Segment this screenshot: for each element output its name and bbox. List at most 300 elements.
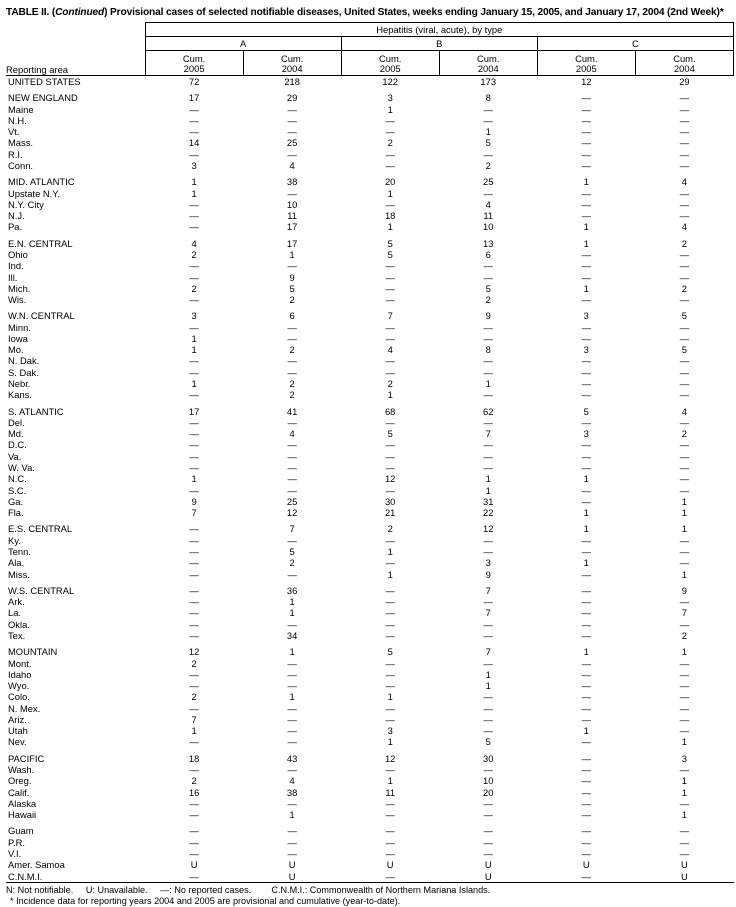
row-value-cell: — bbox=[679, 713, 690, 725]
row-value-cell: — bbox=[483, 332, 493, 344]
header-year-label: 2005 bbox=[575, 63, 597, 75]
row-value-cell: — bbox=[287, 534, 297, 546]
row-value-cell: — bbox=[679, 691, 690, 703]
row-value-cell: 1 bbox=[387, 568, 393, 580]
row-value-cell: — bbox=[581, 752, 591, 764]
header-year-label: 2004 bbox=[477, 63, 499, 75]
header-col-c-2004 bbox=[635, 51, 733, 76]
row-value-cell: — bbox=[483, 848, 493, 859]
table-row bbox=[6, 126, 734, 137]
row-value-cell: — bbox=[679, 159, 690, 171]
row-value-cell: — bbox=[189, 825, 199, 837]
table-header bbox=[6, 23, 734, 76]
row-value-cell: — bbox=[581, 416, 591, 428]
row-value-cell: — bbox=[287, 332, 297, 344]
row-area-label: Fla. bbox=[8, 507, 24, 519]
row-value-cell: — bbox=[581, 713, 591, 725]
row-area-label: Hawaii bbox=[8, 809, 37, 821]
table-row bbox=[6, 798, 734, 809]
table-row bbox=[6, 310, 734, 321]
row-area-label: Mo. bbox=[8, 344, 24, 356]
table-row bbox=[6, 658, 734, 669]
row-value-cell: 5 bbox=[583, 405, 589, 417]
table-row bbox=[6, 333, 734, 344]
row-value-cell: — bbox=[385, 355, 395, 367]
row-area-label: S. Dak. bbox=[8, 366, 39, 378]
row-value-cell: 1 bbox=[289, 646, 295, 658]
row-value-cell: — bbox=[679, 473, 690, 485]
row-value-cell: 20 bbox=[384, 176, 396, 188]
table-row bbox=[6, 787, 734, 798]
row-value-cell: 1 bbox=[387, 221, 393, 233]
footnote-star-line: * Incidence data for reporting years 2004 and 2005 are provisional and cumulative (year-to-date). bbox=[10, 896, 401, 907]
row-value-cell: — bbox=[483, 462, 493, 473]
row-value-cell: 9 bbox=[191, 495, 197, 507]
footnote-cnmi-key: C.N.M.I.: Commonwealth of Northern Mariana Islands. bbox=[271, 884, 491, 895]
header-reporting-area: Reporting area bbox=[6, 64, 69, 75]
row-value-cell: — bbox=[287, 657, 297, 669]
row-area-label: Colo. bbox=[8, 691, 30, 703]
row-value-cell: 20 bbox=[483, 786, 494, 798]
row-value-cell: — bbox=[287, 462, 297, 473]
row-value-cell: U bbox=[681, 859, 688, 871]
row-area-label: V.I. bbox=[8, 848, 22, 859]
row-value-cell: 12 bbox=[188, 646, 200, 658]
row-value-cell: — bbox=[189, 114, 199, 126]
row-value-cell: — bbox=[287, 764, 297, 776]
row-value-cell: — bbox=[581, 378, 591, 390]
row-value-cell: 25 bbox=[483, 176, 494, 188]
row-value-cell: — bbox=[385, 294, 395, 306]
table-body bbox=[6, 76, 734, 883]
row-value-cell: 2 bbox=[191, 282, 197, 294]
row-value-cell: 29 bbox=[679, 76, 690, 87]
row-area-label: Okla. bbox=[8, 618, 30, 630]
table-row bbox=[6, 221, 734, 232]
row-value-cell: 4 bbox=[387, 344, 393, 356]
row-value-cell: 9 bbox=[289, 271, 295, 283]
row-value-cell: 10 bbox=[286, 198, 298, 210]
row-value-cell: — bbox=[581, 439, 591, 451]
table-row bbox=[6, 199, 734, 210]
row-value-cell: 6 bbox=[289, 310, 295, 322]
row-value-cell: — bbox=[679, 596, 690, 608]
row-value-cell: 17 bbox=[188, 92, 200, 104]
row-area-label: R.I. bbox=[8, 148, 23, 160]
footnote-u-key: U: Unavailable. bbox=[85, 884, 148, 895]
row-value-cell: — bbox=[189, 557, 199, 569]
row-value-cell: 1 bbox=[583, 282, 589, 294]
row-value-cell: — bbox=[287, 260, 297, 272]
row-value-cell: 1 bbox=[289, 596, 295, 608]
row-value-cell: — bbox=[679, 618, 690, 630]
table-row bbox=[6, 283, 734, 294]
table-row bbox=[6, 210, 734, 221]
row-value-cell: 8 bbox=[485, 344, 491, 356]
header-col-b-2005 bbox=[341, 51, 439, 76]
page-title bbox=[6, 6, 732, 19]
table-row bbox=[6, 176, 734, 187]
row-value-cell: — bbox=[189, 836, 199, 848]
row-value-cell: U bbox=[190, 859, 198, 871]
row-value-cell: — bbox=[581, 92, 591, 104]
table-row bbox=[6, 680, 734, 691]
row-value-cell: 3 bbox=[191, 159, 197, 171]
row-value-cell: — bbox=[287, 103, 297, 115]
row-value-cell: 1 bbox=[191, 473, 197, 485]
table-row bbox=[6, 646, 734, 657]
row-value-cell: 1 bbox=[583, 557, 589, 569]
table-bottom-rule bbox=[6, 882, 734, 883]
row-value-cell: — bbox=[189, 271, 199, 283]
row-area-label: Nev. bbox=[8, 736, 27, 748]
row-value-cell: U bbox=[386, 859, 394, 871]
row-value-cell: 31 bbox=[483, 495, 494, 507]
row-area-label: Amer. Samoa bbox=[8, 859, 65, 871]
row-value-cell: — bbox=[385, 159, 395, 171]
row-value-cell: — bbox=[679, 114, 690, 126]
row-value-cell: — bbox=[385, 114, 395, 126]
row-value-cell: 1 bbox=[583, 237, 589, 249]
row-value-cell: — bbox=[189, 764, 199, 776]
row-value-cell: — bbox=[189, 797, 199, 809]
row-value-cell: — bbox=[679, 148, 690, 160]
row-value-cell: 1 bbox=[583, 507, 589, 519]
row-value-cell: 1 bbox=[583, 473, 589, 485]
row-value-cell: 11 bbox=[385, 786, 396, 798]
row-area-label: S.C. bbox=[8, 484, 27, 496]
table-row bbox=[6, 322, 734, 333]
row-value-cell: 10 bbox=[483, 775, 494, 787]
header-group-title: Hepatitis (viral, acute), by type bbox=[145, 23, 733, 37]
table-row bbox=[6, 451, 734, 462]
footnote-keys-line bbox=[6, 885, 734, 896]
row-value-cell: — bbox=[287, 114, 297, 126]
row-value-cell: — bbox=[189, 484, 199, 496]
row-value-cell: — bbox=[287, 148, 297, 160]
row-value-cell: 8 bbox=[485, 92, 491, 104]
row-value-cell: — bbox=[385, 439, 395, 451]
row-value-cell: 13 bbox=[483, 237, 494, 249]
row-area-label: E.N. CENTRAL bbox=[8, 237, 73, 249]
row-area-label: N.H. bbox=[8, 114, 27, 126]
row-value-cell: — bbox=[581, 462, 591, 473]
row-value-cell: — bbox=[679, 680, 690, 692]
row-value-cell: — bbox=[189, 439, 199, 451]
row-value-cell: 6 bbox=[485, 248, 491, 260]
row-value-cell: — bbox=[189, 848, 199, 859]
row-value-cell: 5 bbox=[485, 137, 491, 149]
row-area-label: Guam bbox=[8, 825, 34, 837]
row-value-cell: 4 bbox=[681, 176, 688, 188]
row-value-cell: — bbox=[581, 584, 591, 596]
row-value-cell: — bbox=[483, 596, 493, 608]
row-value-cell: 2 bbox=[289, 389, 295, 401]
row-value-cell: — bbox=[483, 809, 493, 821]
row-value-cell: 7 bbox=[191, 507, 197, 519]
row-value-cell: — bbox=[287, 366, 297, 378]
row-value-cell: 9 bbox=[485, 568, 491, 580]
row-value-cell: — bbox=[189, 523, 199, 535]
row-value-cell: — bbox=[385, 282, 395, 294]
row-value-cell: — bbox=[385, 596, 395, 608]
row-value-cell: — bbox=[385, 618, 395, 630]
row-value-cell: 1 bbox=[583, 646, 589, 658]
row-value-cell: 2 bbox=[289, 294, 295, 306]
row-value-cell: — bbox=[581, 187, 591, 199]
row-value-cell: 2 bbox=[191, 657, 197, 669]
row-area-label: Mich. bbox=[8, 282, 31, 294]
row-value-cell: — bbox=[483, 148, 493, 160]
row-value-cell: — bbox=[189, 294, 199, 306]
row-value-cell: — bbox=[287, 355, 297, 367]
row-value-cell: — bbox=[189, 428, 199, 440]
row-value-cell: — bbox=[581, 809, 591, 821]
row-area-label: Oreg. bbox=[8, 775, 32, 787]
row-value-cell: — bbox=[679, 797, 690, 809]
row-value-cell: — bbox=[483, 702, 493, 714]
row-value-cell: 7 bbox=[485, 584, 491, 596]
row-value-cell: — bbox=[581, 294, 591, 306]
row-area-label: Idaho bbox=[8, 668, 32, 680]
row-value-cell: 18 bbox=[384, 210, 396, 222]
row-value-cell: — bbox=[385, 271, 395, 283]
table-row bbox=[6, 294, 734, 305]
row-area-label: N.Y. City bbox=[8, 198, 44, 210]
table-row bbox=[6, 859, 734, 870]
row-value-cell: — bbox=[483, 725, 493, 737]
row-value-cell: — bbox=[189, 545, 199, 557]
row-area-label: Utah bbox=[8, 725, 28, 737]
row-value-cell: — bbox=[385, 797, 395, 809]
row-value-cell: 12 bbox=[581, 76, 592, 87]
row-value-cell: — bbox=[679, 103, 690, 115]
row-value-cell: 17 bbox=[188, 405, 200, 417]
row-value-cell: — bbox=[385, 668, 395, 680]
row-value-cell: — bbox=[483, 187, 493, 199]
row-area-label: Nebr. bbox=[8, 378, 31, 390]
row-value-cell: — bbox=[581, 114, 591, 126]
footnote-n-key: N: Not notifiable. bbox=[6, 884, 74, 895]
row-value-cell: — bbox=[581, 568, 591, 580]
row-value-cell: 34 bbox=[286, 629, 298, 641]
row-area-label: P.R. bbox=[8, 836, 26, 848]
header-col-a-2004 bbox=[243, 51, 341, 76]
row-value-cell: 18 bbox=[188, 752, 200, 764]
fn-space bbox=[148, 885, 161, 895]
row-area-label: Miss. bbox=[8, 568, 30, 580]
header-year-label: 2004 bbox=[281, 63, 303, 75]
header-year-label: 2005 bbox=[183, 63, 205, 75]
row-area-label: Tenn. bbox=[8, 545, 31, 557]
row-area-label: Ky. bbox=[8, 534, 21, 546]
row-value-cell: 1 bbox=[485, 473, 491, 485]
row-value-cell: — bbox=[581, 786, 591, 798]
row-value-cell: U bbox=[484, 859, 492, 871]
row-value-cell: — bbox=[679, 450, 690, 462]
row-value-cell: 218 bbox=[284, 76, 300, 87]
row-value-cell: — bbox=[581, 764, 591, 776]
table-row bbox=[6, 703, 734, 714]
row-value-cell: — bbox=[287, 680, 297, 692]
row-value-cell: — bbox=[581, 657, 591, 669]
row-value-cell: 2 bbox=[681, 237, 688, 249]
table-row bbox=[6, 496, 734, 507]
row-value-cell: — bbox=[581, 103, 591, 115]
table-row bbox=[6, 725, 734, 736]
row-value-cell: 1 bbox=[681, 523, 688, 535]
table-row bbox=[6, 406, 734, 417]
row-value-cell: 11 bbox=[483, 210, 494, 222]
row-value-cell: — bbox=[679, 416, 690, 428]
row-area-label: N. Mex. bbox=[8, 702, 41, 714]
row-value-cell: 7 bbox=[387, 310, 393, 322]
row-area-label: Calif. bbox=[8, 786, 30, 798]
row-value-cell: 1 bbox=[289, 607, 295, 619]
row-value-cell: — bbox=[287, 416, 297, 428]
row-area-label: MOUNTAIN bbox=[8, 646, 58, 658]
row-area-label: Conn. bbox=[8, 159, 34, 171]
row-value-cell: 1 bbox=[583, 221, 589, 233]
row-value-cell: 25 bbox=[286, 137, 298, 149]
row-value-cell: — bbox=[679, 848, 690, 859]
row-value-cell: — bbox=[581, 607, 591, 619]
row-area-label: NEW ENGLAND bbox=[8, 92, 78, 104]
row-area-label: Wash. bbox=[8, 764, 35, 776]
row-value-cell: — bbox=[385, 713, 395, 725]
row-value-cell: — bbox=[385, 332, 395, 344]
row-value-cell: — bbox=[483, 545, 493, 557]
row-value-cell: — bbox=[679, 248, 690, 260]
row-value-cell: — bbox=[581, 825, 591, 837]
row-value-cell: — bbox=[483, 355, 493, 367]
row-value-cell: — bbox=[385, 607, 395, 619]
row-value-cell: 7 bbox=[485, 646, 491, 658]
row-value-cell: — bbox=[679, 836, 690, 848]
row-value-cell: 1 bbox=[191, 378, 197, 390]
row-value-cell: — bbox=[483, 389, 493, 401]
row-value-cell: 1 bbox=[485, 680, 491, 692]
notifiable-diseases-table bbox=[6, 22, 734, 883]
row-value-cell: 1 bbox=[681, 809, 688, 821]
row-value-cell: 5 bbox=[387, 428, 393, 440]
row-value-cell: — bbox=[385, 450, 395, 462]
row-area-label: W.N. CENTRAL bbox=[8, 310, 75, 322]
row-value-cell: 43 bbox=[286, 752, 298, 764]
row-value-cell: — bbox=[483, 321, 493, 333]
row-value-cell: — bbox=[679, 126, 690, 138]
table-row bbox=[6, 417, 734, 428]
row-value-cell: 5 bbox=[485, 736, 491, 748]
header-type-b: B bbox=[341, 37, 537, 51]
row-value-cell: 38 bbox=[286, 176, 298, 188]
row-value-cell: 4 bbox=[289, 159, 295, 171]
header-col-c-2005 bbox=[537, 51, 635, 76]
row-area-label: N.C. bbox=[8, 473, 27, 485]
row-value-cell: — bbox=[385, 764, 395, 776]
row-value-cell: U bbox=[484, 870, 492, 882]
row-value-cell: — bbox=[581, 629, 591, 641]
row-value-cell: — bbox=[679, 725, 690, 737]
row-value-cell: — bbox=[189, 198, 199, 210]
row-value-cell: 12 bbox=[384, 473, 396, 485]
row-value-cell: — bbox=[189, 148, 199, 160]
row-value-cell: 1 bbox=[681, 646, 688, 658]
row-value-cell: — bbox=[287, 668, 297, 680]
row-value-cell: 12 bbox=[384, 752, 396, 764]
row-value-cell: — bbox=[679, 210, 690, 222]
row-value-cell: 2 bbox=[681, 428, 688, 440]
row-value-cell: 1 bbox=[583, 523, 589, 535]
row-value-cell: 173 bbox=[480, 76, 497, 87]
table-row bbox=[6, 825, 734, 836]
row-value-cell: U bbox=[288, 859, 296, 871]
table-row bbox=[6, 596, 734, 607]
row-value-cell: 38 bbox=[286, 786, 298, 798]
table-row bbox=[6, 137, 734, 148]
row-value-cell: — bbox=[581, 248, 591, 260]
row-value-cell: 2 bbox=[485, 294, 491, 306]
row-value-cell: — bbox=[189, 103, 199, 115]
row-value-cell: 25 bbox=[286, 495, 298, 507]
row-value-cell: — bbox=[483, 439, 493, 451]
row-value-cell: U bbox=[582, 859, 590, 871]
fn-space bbox=[73, 885, 86, 895]
header-type-blank bbox=[6, 37, 145, 51]
row-value-cell: 17 bbox=[286, 221, 298, 233]
row-value-cell: 2 bbox=[289, 378, 295, 390]
row-value-cell: — bbox=[189, 618, 199, 630]
row-value-cell: — bbox=[385, 680, 395, 692]
row-value-cell: 21 bbox=[384, 507, 396, 519]
row-value-cell: — bbox=[581, 450, 591, 462]
row-value-cell: — bbox=[483, 534, 493, 546]
row-value-cell: — bbox=[483, 103, 493, 115]
table-row bbox=[6, 115, 734, 126]
row-value-cell: 4 bbox=[289, 775, 295, 787]
row-value-cell: 5 bbox=[387, 237, 393, 249]
table-row bbox=[6, 569, 734, 580]
row-value-cell: — bbox=[581, 870, 591, 882]
row-value-cell: — bbox=[679, 332, 690, 344]
row-value-cell: 4 bbox=[681, 221, 688, 233]
row-value-cell: — bbox=[581, 389, 591, 401]
row-value-cell: — bbox=[581, 332, 591, 344]
row-value-cell: 1 bbox=[387, 187, 393, 199]
row-value-cell: — bbox=[287, 484, 297, 496]
row-value-cell: 10 bbox=[483, 221, 494, 233]
row-value-cell: — bbox=[581, 848, 591, 859]
rule bbox=[6, 882, 734, 883]
table-row bbox=[6, 272, 734, 283]
row-value-cell: 12 bbox=[286, 507, 298, 519]
row-value-cell: — bbox=[483, 416, 493, 428]
row-value-cell: 2 bbox=[191, 248, 197, 260]
row-value-cell: — bbox=[189, 680, 199, 692]
row-value-cell: 30 bbox=[384, 495, 396, 507]
row-value-cell: — bbox=[189, 534, 199, 546]
table-row bbox=[6, 691, 734, 702]
row-value-cell: — bbox=[189, 210, 199, 222]
row-value-cell: — bbox=[189, 702, 199, 714]
header-year-label: 2004 bbox=[673, 63, 695, 75]
row-value-cell: — bbox=[189, 596, 199, 608]
row-value-cell: 12 bbox=[483, 523, 494, 535]
row-value-cell: — bbox=[287, 439, 297, 451]
row-value-cell: 4 bbox=[191, 237, 197, 249]
table-row bbox=[6, 92, 734, 103]
row-area-label: MID. ATLANTIC bbox=[8, 176, 75, 188]
